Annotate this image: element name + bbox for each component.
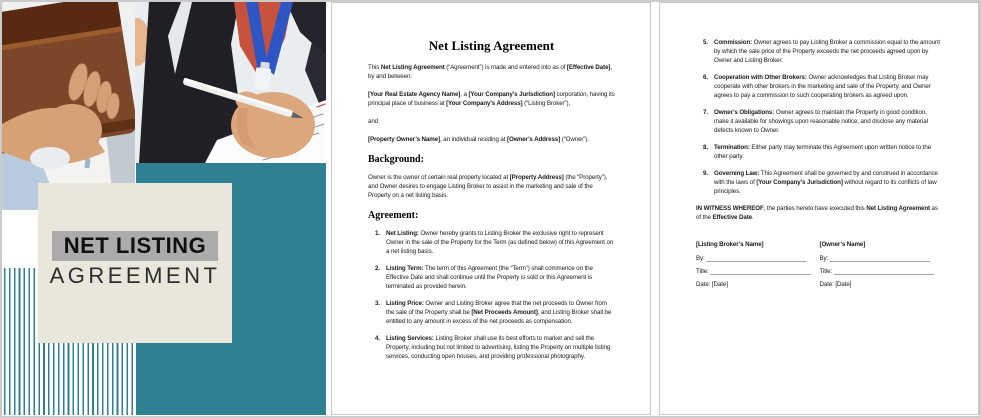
title-line: Title: ______________________________ (819, 268, 934, 275)
list-item-number: 7. (703, 109, 708, 116)
cover-photo-left (2, 2, 135, 210)
list-item-1 (368, 229, 615, 256)
cover-title-line1: NET LISTING (63, 233, 207, 258)
by-line: By: ______________________________ (819, 255, 930, 262)
list-item-number: 2. (375, 265, 380, 272)
signature-block-owner (820, 240, 944, 293)
cover-page (2, 2, 326, 415)
list-item-9 (696, 169, 943, 196)
list-item-text: Listing Price: Owner and Listing Broker agree that the net proceeds to Owner from the sale of the Property shall be [Net Proceeds Amount], and Listing Broker shall be entitled to any amount in excess of the net proceeds as compensation. (386, 300, 612, 325)
list-item-text: Governing Law: This Agreement shall be governed by and construed in accordance with the laws of [Your Company’s Jurisdiction] without regard to its conflicts of law principles. (714, 170, 938, 195)
agreement-heading: Agreement: (368, 210, 419, 221)
background-heading: Background: (368, 154, 424, 165)
list-item-4 (368, 334, 615, 361)
cover-photo-right (135, 2, 326, 163)
list-item-5 (696, 38, 943, 65)
cover-title-box (38, 183, 232, 343)
by-line: By: ______________________________ (696, 255, 807, 262)
list-item-number: 6. (703, 74, 708, 81)
witness-paragraph: IN WITNESS WHEREOF, the parties hereto have executed this Net Listing Agreement as of the Effective Date. (696, 205, 938, 221)
document-page-1 (331, 2, 651, 415)
list-item-8 (696, 143, 943, 161)
list-item-6 (696, 73, 943, 100)
doc-title: Net Listing Agreement (428, 38, 555, 53)
cover-title-highlight (52, 231, 218, 261)
list-item-3 (368, 299, 615, 326)
list-item-text: Termination: Either party may terminate this Agreement upon written notice to the other party. (714, 144, 932, 160)
signatory-name: [Listing Broker’s Name] (696, 241, 764, 248)
date-line: Date: [Date] (696, 281, 728, 288)
owner-party-paragraph: [Property Owner’s Name], an individual residing at [Owner’s Address] (“Owner”). (368, 136, 589, 143)
list-item-number: 8. (703, 144, 708, 151)
list-item-text: Cooperation with Other Brokers: Owner acknowledges that Listing Broker may cooperate with other brokers in the marketing and sale of the Property, and Owner agrees to pay a commission to such cooperating brokers as agreed upon. (714, 74, 931, 99)
list-item-number: 1. (375, 230, 380, 237)
list-item-number: 5. (703, 39, 708, 46)
list-item-text: Listing Services: Listing Broker shall use its best efforts to market and sell the Property, including but not limited to advertising, listing the Property on multiple listing services, conducting open houses, and providing professional photography. (386, 335, 611, 360)
list-item-7 (696, 108, 943, 135)
list-item-number: 9. (703, 170, 708, 177)
document-page-2 (659, 2, 979, 415)
list-item-text: Net Listing: Owner hereby grants to Listing Broker the exclusive right to represent Owner in the sale of the Property for the Term (as defined below) of this Agreement on a net listing basis. (386, 230, 614, 255)
date-line: Date: [Date] (819, 281, 852, 288)
list-item-text: Owner’s Obligations: Owner agrees to maintain the Property in good condition, make it available for showings upon reasonable notice, and disclose any material defects known to Owner. (714, 109, 928, 134)
list-item-text: Listing Term: The term of this Agreement (the “Term”) shall commence on the Effective Date and shall continue until the Property is sold or this Agreement is terminated as provided herein. (386, 265, 593, 290)
intro-paragraph: This Net Listing Agreement (“Agreement”) is made and entered into as of [Effective Date], by and between: (368, 64, 612, 80)
signatory-name: [Owner’s Name] (819, 241, 866, 248)
signature-section (696, 240, 943, 293)
connector-paragraph: and (368, 118, 379, 125)
list-item-number: 4. (375, 335, 380, 342)
list-item-number: 3. (375, 300, 380, 307)
cover-title-line2: AGREEMENT (49, 263, 221, 288)
background-paragraph: Owner is the owner of certain real property located at [Property Address] (the “Property”), and Owner desires to engage Listing Broker to assist in the marketing and sale of the Property on a net listing basis. (368, 174, 608, 199)
list-item-2 (368, 264, 615, 291)
list-item-text: Commission: Owner agrees to pay Listing Broker a commission equal to the amount by which the sale price of the Property exceeds the net proceeds agreed upon by Owner and Listing Broker. (714, 39, 940, 64)
signature-block-broker (696, 240, 820, 293)
title-line: Title: ______________________________ (696, 268, 811, 275)
broker-party-paragraph: [Your Real Estate Agency Name], a [Your Company’s Jurisdiction] corporation, having its principal place of business at [Your Company’s Address] (“Listing Broker”), (368, 91, 615, 107)
